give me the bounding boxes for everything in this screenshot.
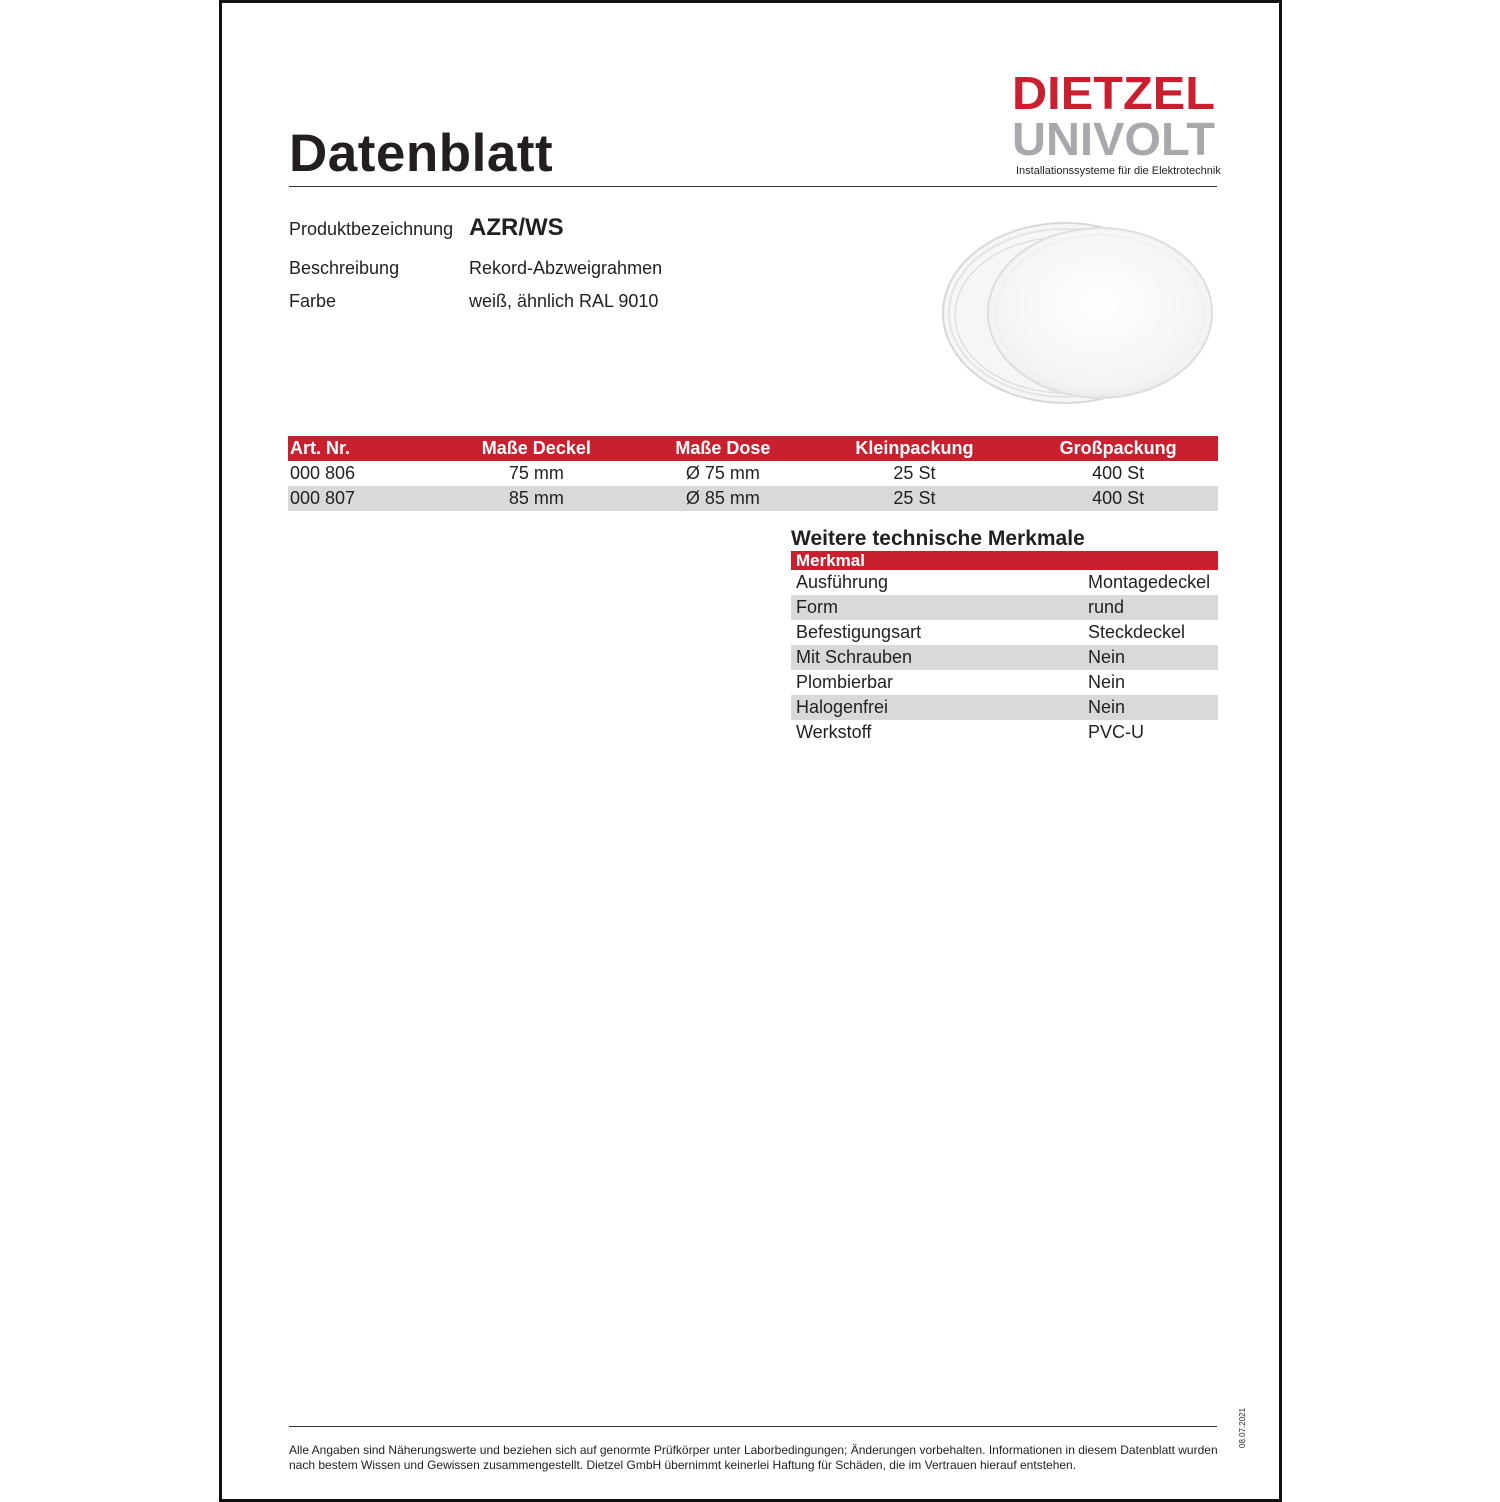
feature-name: Werkstoff	[796, 722, 872, 742]
feature-value: Nein	[1088, 695, 1218, 720]
table-row	[288, 486, 1218, 511]
feature-name: Form	[791, 595, 1088, 620]
article-table	[288, 436, 1218, 511]
feature-name: Halogenfrei	[791, 695, 1088, 720]
column-header: Art. Nr.	[288, 436, 438, 461]
table-cell: 25 St	[811, 486, 1019, 511]
column-header: Kleinpackung	[811, 436, 1019, 461]
feature-name: Ausführung	[796, 572, 889, 592]
features-title: Weitere technische Merkmale	[791, 527, 1085, 550]
feature-value: Nein	[1088, 672, 1126, 692]
page-title: Datenblatt	[289, 124, 554, 183]
product-name-label: Produktbezeichnung	[289, 219, 454, 239]
logo-tagline: Installationssysteme für die Elektrotechnik	[1016, 165, 1221, 177]
table-cell: Ø 75 mm	[685, 463, 760, 483]
table-row	[791, 645, 1218, 670]
table-cell: 75 mm	[508, 463, 564, 483]
feature-value: rund	[1088, 595, 1218, 620]
description-label: Beschreibung	[289, 258, 400, 278]
product-image	[940, 213, 1220, 413]
table-row	[791, 570, 1218, 595]
footer-disclaimer: Alle Angaben sind Näherungswerte und beziehen sich auf genormte Prüfkörper unter Laborbedingungen; Änderungen vorbehalten. Informationen in diesem Datenblatt wurden nach bestem Wissen und Gewissen zusammengestellt. Dietzel GmbH übernimmt keinerlei Haftung für Schäden, die im Vertrauen hierauf entstehen.	[289, 1443, 1218, 1472]
feature-name: Befestigungsart	[796, 622, 922, 642]
table-cell: Ø 85 mm	[635, 486, 811, 511]
table-row	[791, 670, 1218, 695]
table-cell: 85 mm	[438, 486, 636, 511]
datasheet-page	[219, 0, 1282, 1502]
color-label: Farbe	[289, 291, 337, 311]
column-header: Maße Dose	[635, 436, 811, 461]
feature-value: Steckdeckel	[1088, 622, 1186, 642]
table-cell: 400 St	[1018, 486, 1218, 511]
column-header: Großpackung	[1018, 436, 1218, 461]
feature-name: Mit Schrauben	[791, 645, 1088, 670]
description-value: Rekord-Abzweigrahmen	[469, 258, 663, 278]
feature-value: Nein	[1088, 645, 1218, 670]
feature-value: PVC-U	[1088, 722, 1145, 742]
document-date: 08.07.2021	[1238, 1407, 1247, 1448]
table-cell: 25 St	[893, 463, 936, 483]
svg-text:UNIVOLT: UNIVOLT	[1012, 113, 1215, 165]
table-cell: 400 St	[1092, 463, 1145, 483]
table-row	[791, 695, 1218, 720]
svg-text:DIETZEL: DIETZEL	[1012, 69, 1215, 119]
footer-divider	[289, 1426, 1217, 1427]
feature-value: Montagedeckel	[1088, 572, 1211, 592]
table-row	[791, 595, 1218, 620]
table-row	[288, 461, 1218, 486]
table-row	[791, 720, 1218, 745]
product-name-value: AZR/WS	[469, 214, 564, 241]
title-divider	[289, 186, 1217, 187]
features-table	[791, 551, 1218, 745]
article-table-header	[288, 436, 1218, 461]
table-cell: 000 807	[288, 486, 438, 511]
feature-name: Plombierbar	[796, 672, 894, 692]
color-value: weiß, ähnlich RAL 9010	[469, 291, 659, 311]
features-header: Merkmal	[791, 551, 1218, 570]
table-row	[791, 620, 1218, 645]
table-cell: 000 806	[290, 463, 356, 483]
column-header: Maße Deckel	[438, 436, 636, 461]
